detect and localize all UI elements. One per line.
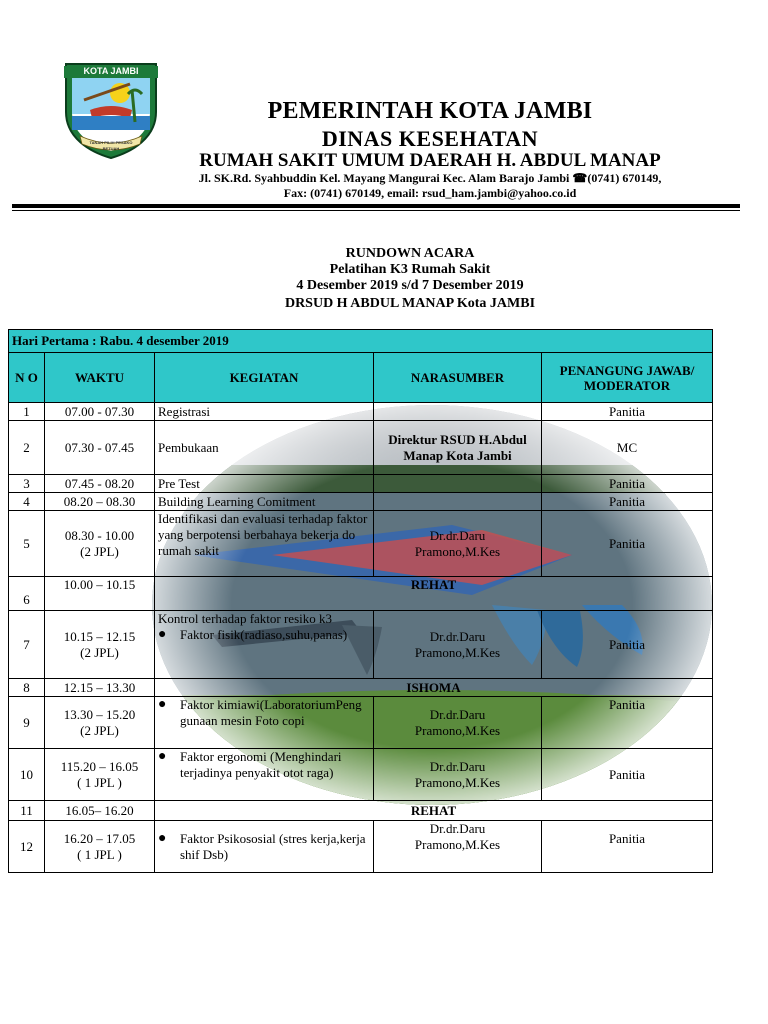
table-row <box>9 421 713 475</box>
row-waktu <box>45 511 155 577</box>
row-waktu: 07.30 - 07.45 <box>45 421 155 475</box>
row-pj: Panitia <box>542 821 713 873</box>
row-narasumber: Direktur RSUD H.Abdul Manap Kota Jambi <box>374 421 542 475</box>
row-kegiatan: Pre Test <box>155 475 374 493</box>
row-narasumber: Dr.dr.Daru Pramono,M.Kes <box>374 821 542 873</box>
col-header-waktu: WAKTU <box>45 353 155 403</box>
row-narasumber <box>374 403 542 421</box>
col-header-kegiatan: KEGIATAN <box>155 353 374 403</box>
col-header-pj: PENANGUNG JAWAB/ MODERATOR <box>542 353 713 403</box>
row-waktu-jpl: (2 JPL) <box>80 644 119 660</box>
header-divider-thick <box>12 204 740 208</box>
bullet-text: Faktor ergonomi (Menghindari terjadinya penyakit otot raga) <box>180 749 342 780</box>
row-waktu: 07.45 - 08.20 <box>45 475 155 493</box>
row-kegiatan: Registrasi <box>155 403 374 421</box>
logo-banner-text: KOTA JAMBI <box>83 66 139 76</box>
row-narasumber <box>374 493 542 511</box>
row-no: 7 <box>9 611 45 679</box>
row-waktu: 08.20 – 08.30 <box>45 493 155 511</box>
row-pj: Panitia <box>542 749 713 801</box>
table-row <box>9 821 713 873</box>
kota-jambi-logo <box>60 60 162 160</box>
row-merged-break: REHAT <box>155 577 713 611</box>
rundown-table <box>8 329 713 873</box>
header-divider-thin <box>12 210 740 211</box>
header-hospital: RUMAH SAKIT UMUM DAERAH H. ABDUL MANAP <box>199 150 661 171</box>
row-narasumber: Dr.dr.Daru Pramono,M.Kes <box>374 511 542 577</box>
row-narasumber: Dr.dr.Daru Pramono,M.Kes <box>374 749 542 801</box>
header-contact: Fax: (0741) 670149, email: rsud_ham.jambi@yahoo.co.id <box>283 186 577 200</box>
row-no: 11 <box>9 801 45 821</box>
row-waktu <box>45 611 155 679</box>
row-narasumber: Dr.dr.Daru Pramono,M.Kes <box>374 697 542 749</box>
row-waktu-jpl: ( 1 JPL ) <box>77 846 122 862</box>
row-waktu-time: 115.20 – 16.05 <box>60 758 139 774</box>
table-row <box>9 403 713 421</box>
row-kegiatan <box>155 611 374 679</box>
table-row <box>9 697 713 749</box>
row-waktu: 12.15 – 13.30 <box>45 679 155 697</box>
row-no: 5 <box>9 511 45 577</box>
row-waktu-jpl: (2 JPL) <box>80 722 119 738</box>
row-pj: Panitia <box>542 493 713 511</box>
table-row <box>9 801 713 821</box>
row-no: 9 <box>9 697 45 749</box>
rundown-dates: 4 Desember 2019 s/d 7 Desember 2019 <box>296 278 524 293</box>
table-row <box>9 493 713 511</box>
row-pj: Panitia <box>542 511 713 577</box>
row-kegiatan: Building Learning Comitment <box>155 493 374 511</box>
row-kegiatan-bullet <box>158 831 370 863</box>
row-merged-break: REHAT <box>155 801 713 821</box>
row-waktu-time: 08.30 - 10.00 <box>64 527 135 543</box>
row-kegiatan <box>155 821 374 873</box>
row-narasumber <box>374 475 542 493</box>
row-pj: Panitia <box>542 697 713 749</box>
bullet-icon: ● <box>158 697 167 712</box>
row-kegiatan <box>155 697 374 749</box>
row-waktu: 07.00 - 07.30 <box>45 403 155 421</box>
table-row <box>9 577 713 611</box>
row-no: 10 <box>9 749 45 801</box>
table-row <box>9 749 713 801</box>
row-pj: Panitia <box>542 475 713 493</box>
row-kegiatan: Identifikasi dan evaluasi terhadap faktor yang berpotensi berbahaya bekerja do rumah sakit <box>155 511 374 577</box>
row-waktu <box>45 749 155 801</box>
row-waktu-jpl: (2 JPL) <box>80 543 119 559</box>
bullet-icon: ● <box>158 627 167 642</box>
row-waktu: 16.05– 16.20 <box>45 801 155 821</box>
header-address: Jl. SK.Rd. Syahbuddin Kel. Mayang Mangurai Kec. Alam Barajo Jambi ☎(0741) 670149, <box>198 171 662 185</box>
table-row <box>9 611 713 679</box>
row-kegiatan: Pembukaan <box>155 421 374 475</box>
row-waktu: 10.00 – 10.15 <box>45 577 155 611</box>
rundown-venue: DRSUD H ABDUL MANAP Kota JAMBI <box>284 296 536 311</box>
row-kegiatan-bullet <box>158 627 370 643</box>
row-waktu-jpl: ( 1 JPL ) <box>77 774 122 790</box>
header-government: PEMERINTAH KOTA JAMBI <box>267 98 593 124</box>
row-waktu-time: 10.15 – 12.15 <box>63 628 136 644</box>
row-waktu-time: 13.30 – 15.20 <box>63 706 136 722</box>
row-kegiatan <box>155 749 374 801</box>
bullet-text: Faktor kimiawi(LaboratoriumPeng gunaan mesin Foto copi <box>180 697 362 728</box>
row-pj: Panitia <box>542 611 713 679</box>
row-no: 8 <box>9 679 45 697</box>
row-no: 1 <box>9 403 45 421</box>
row-pj: Panitia <box>542 403 713 421</box>
day-header: Hari Pertama : Rabu. 4 desember 2019 <box>9 330 713 353</box>
row-waktu <box>45 821 155 873</box>
bullet-icon: ● <box>158 830 167 846</box>
row-no: 4 <box>9 493 45 511</box>
row-no: 6 <box>9 577 45 611</box>
row-waktu-time: 16.20 – 17.05 <box>63 830 136 846</box>
row-merged-break: ISHOMA <box>155 679 713 697</box>
col-header-no: N O <box>9 353 45 403</box>
rundown-title: RUNDOWN ACARA <box>345 246 475 261</box>
table-row <box>9 679 713 697</box>
row-kegiatan-text: Kontrol terhadap faktor resiko k3 <box>158 611 333 626</box>
bullet-text: Faktor fisik(radiaso,suhu,panas) <box>180 627 348 642</box>
row-kegiatan-bullet <box>158 697 370 729</box>
header-department: DINAS KESEHATAN <box>321 126 539 151</box>
bullet-text: Faktor Psikososial (stres kerja,kerja shif Dsb) <box>180 830 366 862</box>
rundown-subtitle: Pelatihan K3 Rumah Sakit <box>329 262 491 277</box>
table-row <box>9 511 713 577</box>
row-kegiatan-bullet <box>158 749 370 781</box>
row-no: 2 <box>9 421 45 475</box>
row-no: 12 <box>9 821 45 873</box>
row-pj: MC <box>542 421 713 475</box>
row-narasumber: Dr.dr.Daru Pramono,M.Kes <box>374 611 542 679</box>
logo-motto-text: TANAH PILIH PESAKO BETUAH <box>89 140 133 151</box>
table-row <box>9 475 713 493</box>
row-waktu <box>45 697 155 749</box>
bullet-icon: ● <box>158 749 167 764</box>
row-no: 3 <box>9 475 45 493</box>
col-header-narasumber: NARASUMBER <box>374 353 542 403</box>
